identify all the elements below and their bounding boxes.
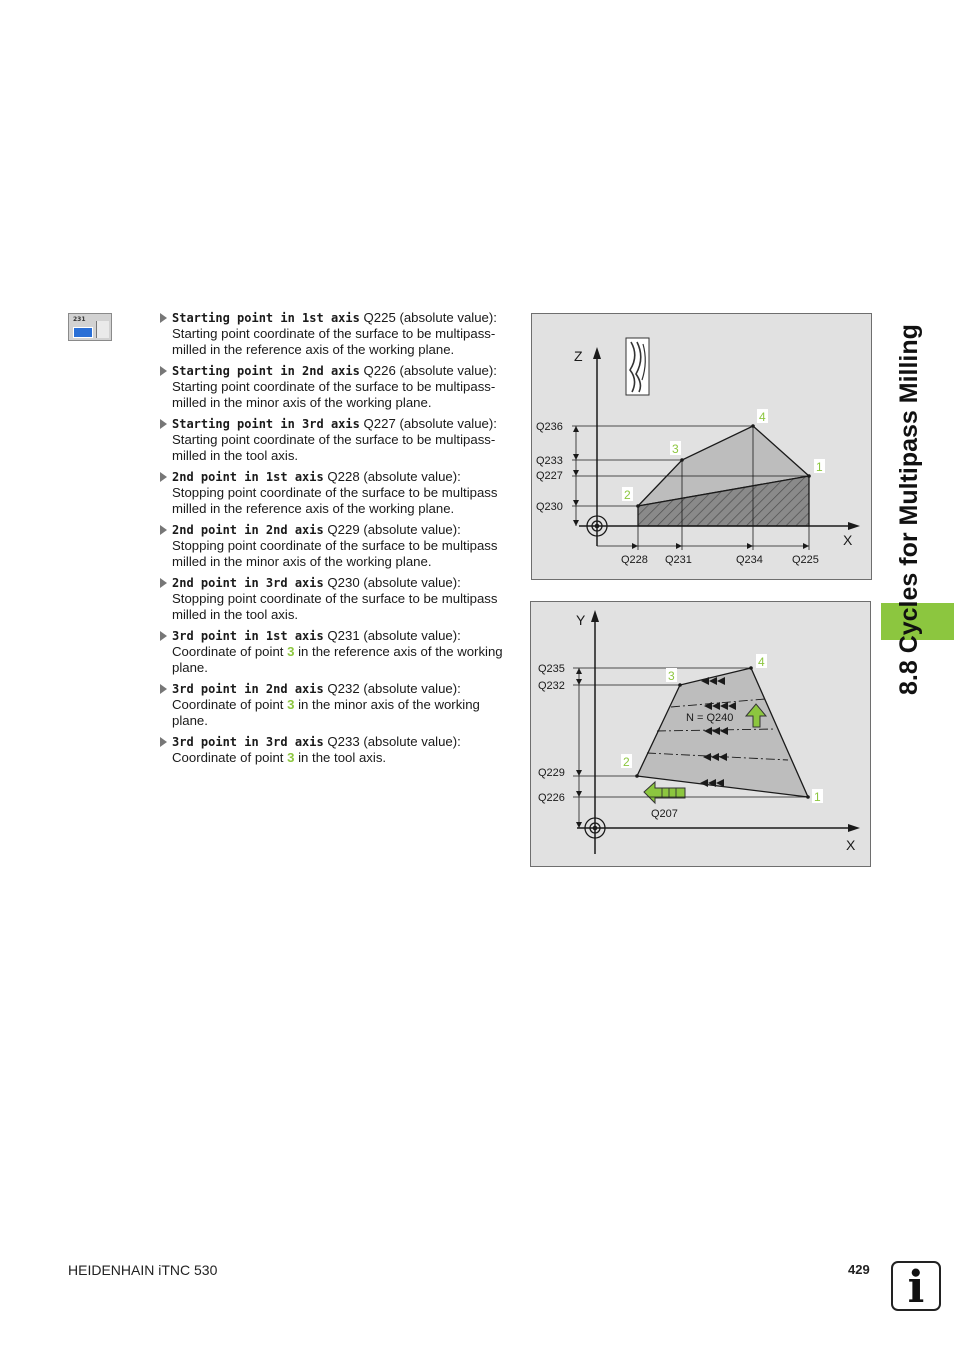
- parameter-item: [158, 416, 514, 464]
- figure-xy-drawing: [531, 602, 872, 868]
- surface-icon: [73, 327, 93, 338]
- parameter-item: [158, 734, 514, 766]
- point-label-4: 4: [758, 655, 765, 669]
- z-axis-label: Z: [574, 348, 583, 364]
- parameter-q: Q229: [327, 522, 360, 537]
- dim-label-q234: Q234: [736, 554, 763, 566]
- parameter-name: Starting point in 1st axis: [172, 311, 360, 325]
- dim-label-q228: Q228: [621, 554, 648, 566]
- parameter-q: Q226: [363, 363, 396, 378]
- parameter-description: (absolute value): Stopping point coordinate of the surface to be multipass milled in the tool axis.: [172, 575, 498, 622]
- figure-xz-plane: [531, 313, 872, 580]
- point-label-1: 1: [814, 790, 821, 804]
- parameter-q: Q232: [327, 681, 360, 696]
- parameter-q: Q230: [327, 575, 360, 590]
- point-number: 3: [287, 750, 295, 765]
- parameter-name: 2nd point in 1st axis: [172, 470, 324, 484]
- y-axis-label: Y: [576, 612, 586, 628]
- dim-label-q225: Q225: [792, 554, 819, 566]
- parameter-description-end: in the reference axis of the working plane.: [172, 644, 503, 675]
- parameter-item: [158, 628, 514, 676]
- info-glyph: i: [907, 1262, 925, 1313]
- parameter-item: [158, 681, 514, 729]
- parameter-item: [158, 363, 514, 411]
- parameter-description: (absolute value): Stopping point coordinate of the surface to be multipass milled in the minor axis of the working plane.: [172, 522, 498, 569]
- footer-product: HEIDENHAIN iTNC 530: [68, 1262, 218, 1278]
- bullet-triangle-icon: [160, 684, 167, 694]
- parameter-list: [158, 310, 514, 771]
- parameter-q: Q227: [363, 416, 396, 431]
- parameter-description: (absolute value): Coordinate of point: [172, 681, 461, 712]
- dim-label-q235: Q235: [538, 663, 565, 675]
- surface-top-view: [637, 668, 808, 797]
- point-label-2: 2: [624, 488, 631, 502]
- dim-label-q232: Q232: [538, 680, 565, 692]
- parameter-description: (absolute value): Starting point coordinate of the surface to be multipass-milled in the tool axis.: [172, 416, 497, 463]
- tool-icon: [96, 321, 109, 338]
- figure-xz-drawing: [532, 314, 873, 581]
- feed-arrow-icon: [644, 782, 685, 803]
- cycle-number: 231: [73, 316, 86, 323]
- parameter-name: 2nd point in 3rd axis: [172, 576, 324, 590]
- chapter-title: 8.8 Cycles for Multipass Milling: [895, 324, 923, 695]
- parameter-description: (absolute value): Coordinate of point: [172, 734, 461, 765]
- dim-label-q233: Q233: [536, 455, 563, 467]
- dim-label-q231: Q231: [665, 554, 692, 566]
- parameter-name: Starting point in 2nd axis: [172, 364, 360, 378]
- parameter-name: Starting point in 3rd axis: [172, 417, 360, 431]
- bullet-triangle-icon: [160, 419, 167, 429]
- dim-label-q229: Q229: [538, 767, 565, 779]
- bullet-triangle-icon: [160, 631, 167, 641]
- point-label-3: 3: [672, 442, 679, 456]
- figure-xy-plane: [530, 601, 871, 867]
- feed-label: Q207: [651, 808, 678, 820]
- bullet-triangle-icon: [160, 313, 167, 323]
- dim-label-q230: Q230: [536, 501, 563, 513]
- x-axis-label: X: [843, 532, 853, 548]
- info-icon: [891, 1261, 941, 1311]
- dim-label-q226: Q226: [538, 792, 565, 804]
- point-label-4: 4: [759, 410, 766, 424]
- page-number: 429: [848, 1262, 870, 1277]
- cycle-231-icon: [68, 313, 112, 341]
- point-label-3: 3: [668, 669, 675, 683]
- parameter-description-end: in the tool axis.: [294, 750, 387, 765]
- stepover-label: N = Q240: [686, 712, 734, 724]
- point-label-2: 2: [623, 755, 630, 769]
- parameter-item: [158, 522, 514, 570]
- end-mill-icon: [626, 338, 649, 395]
- x-axis-label: X: [846, 837, 856, 853]
- bullet-triangle-icon: [160, 366, 167, 376]
- parameter-q: Q225: [363, 310, 396, 325]
- bullet-triangle-icon: [160, 578, 167, 588]
- parameter-q: Q228: [327, 469, 360, 484]
- parameter-item: [158, 469, 514, 517]
- parameter-name: 3rd point in 2nd axis: [172, 682, 324, 696]
- parameter-item: [158, 310, 514, 358]
- point-label-1: 1: [816, 460, 823, 474]
- parameter-description: (absolute value): Starting point coordinate of the surface to be multipass-milled in the minor axis of the working plane.: [172, 363, 497, 410]
- parameter-name: 3rd point in 3rd axis: [172, 735, 324, 749]
- parameter-description: (absolute value): Stopping point coordinate of the surface to be multipass milled in the reference axis of the working plane.: [172, 469, 498, 516]
- bullet-triangle-icon: [160, 737, 167, 747]
- parameter-description: (absolute value): Coordinate of point: [172, 628, 461, 659]
- bullet-triangle-icon: [160, 525, 167, 535]
- parameter-description-end: in the minor axis of the working plane.: [172, 697, 480, 728]
- parameter-q: Q233: [327, 734, 360, 749]
- point-number: 3: [287, 644, 295, 659]
- dim-label-q227: Q227: [536, 470, 563, 482]
- dim-label-q236: Q236: [536, 421, 563, 433]
- parameter-q: Q231: [327, 628, 360, 643]
- parameter-name: 3rd point in 1st axis: [172, 629, 324, 643]
- parameter-item: [158, 575, 514, 623]
- point-number: 3: [287, 697, 295, 712]
- bullet-triangle-icon: [160, 472, 167, 482]
- parameter-description: (absolute value): Starting point coordinate of the surface to be multipass-milled in the reference axis of the working plane.: [172, 310, 497, 357]
- parameter-name: 2nd point in 2nd axis: [172, 523, 324, 537]
